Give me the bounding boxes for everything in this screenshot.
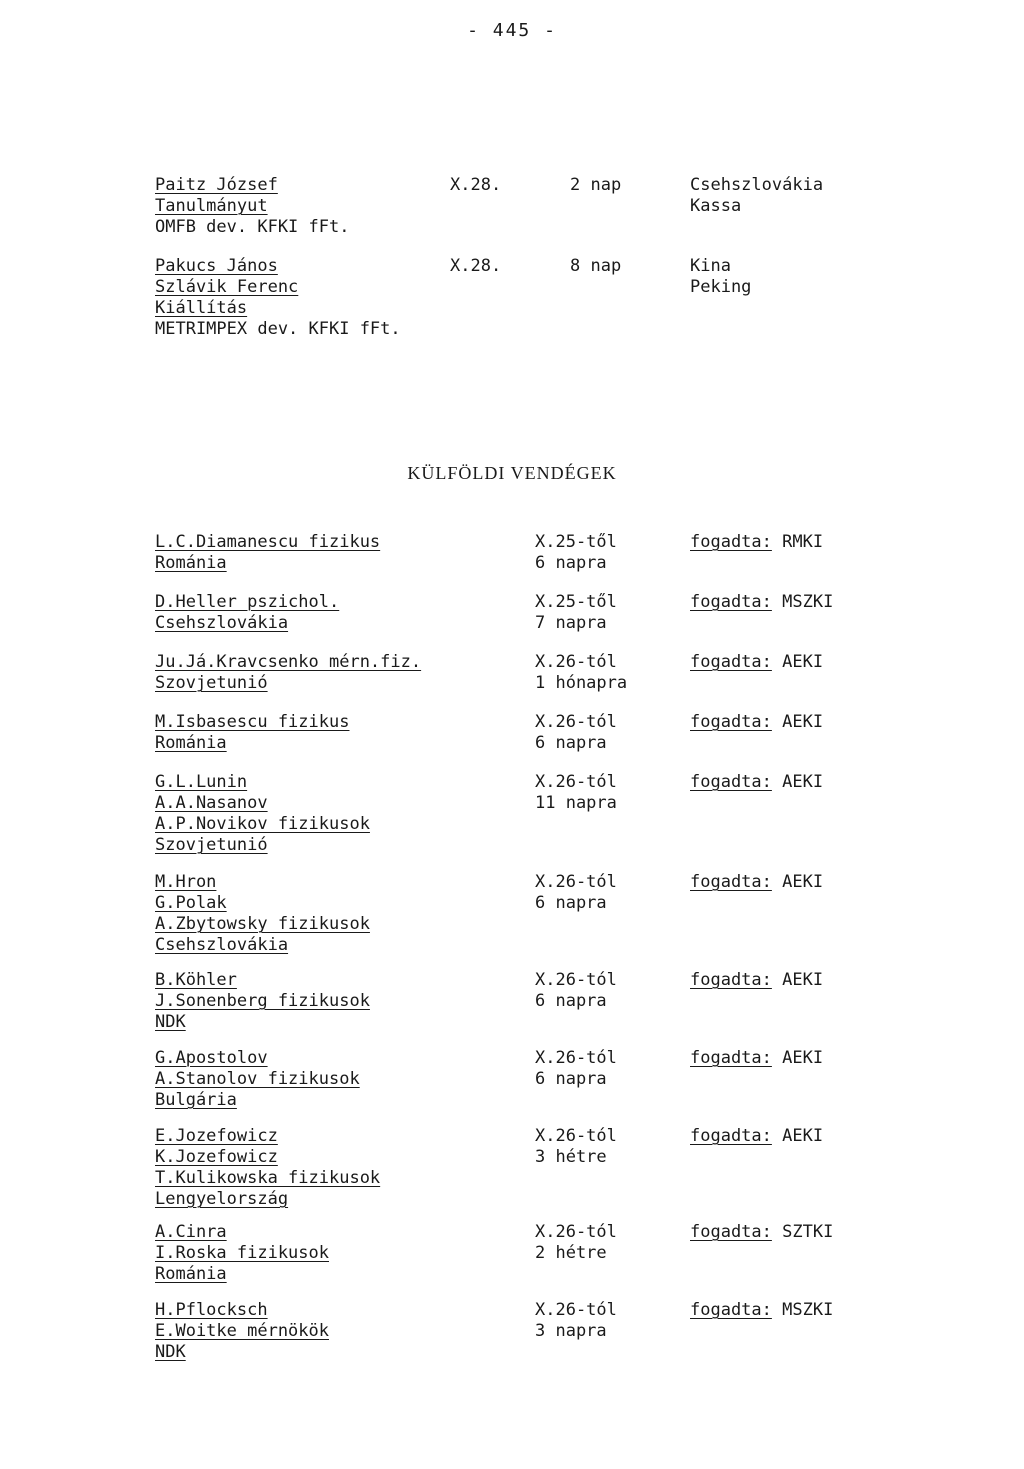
guest-line: Szovjetunió (155, 835, 268, 855)
guest-line: Csehszlovákia (155, 613, 289, 633)
guest-line: A.Cinra (155, 1222, 227, 1242)
guest-line: G.L.Lunin (155, 772, 248, 792)
travel-duration: 2 nap (570, 175, 622, 195)
guest-host: fogadta: MSZKI (690, 1300, 834, 1320)
page-number: - 445 - (467, 20, 557, 41)
guest-from: X.26-tól (535, 872, 617, 892)
guest-line: J.Sonenberg fizikusok (155, 991, 370, 1011)
guest-from: X.26-tól (535, 712, 617, 732)
guest-stay: 6 napra (535, 733, 607, 753)
guest-stay: 3 hétre (535, 1147, 607, 1167)
guest-stay: 6 napra (535, 1069, 607, 1089)
guest-line: M.Isbasescu fizikus (155, 712, 350, 732)
guest-line: B.Köhler (155, 970, 237, 990)
guest-from: X.26-tól (535, 772, 617, 792)
guest-host: fogadta: AEKI (690, 772, 824, 792)
guest-line: G.Polak (155, 893, 227, 913)
guest-line: Bulgária (155, 1090, 237, 1110)
guest-from: X.26-tól (535, 1222, 617, 1242)
travel-name-line: Kiállítás (155, 298, 248, 318)
guest-host: fogadta: AEKI (690, 872, 824, 892)
guest-stay: 1 hónapra (535, 673, 628, 693)
guest-line: E.Jozefowicz (155, 1126, 278, 1146)
travel-destination: Kina (690, 256, 731, 276)
travel-date: X.28. (450, 175, 502, 195)
guest-from: X.26-tól (535, 1048, 617, 1068)
section-title: KÜLFÖLDI VENDÉGEK (407, 463, 617, 483)
guest-host: fogadta: MSZKI (690, 592, 834, 612)
guest-line: H.Pflocksch (155, 1300, 268, 1320)
guest-stay: 6 napra (535, 553, 607, 573)
guest-line: D.Heller pszichol. (155, 592, 340, 612)
guest-line: NDK (155, 1342, 186, 1362)
guest-host: fogadta: AEKI (690, 712, 824, 732)
guest-line: Románia (155, 733, 227, 753)
guest-line: Románia (155, 1264, 227, 1284)
guest-line: A.Stanolov fizikusok (155, 1069, 360, 1089)
guest-stay: 6 napra (535, 893, 607, 913)
travel-name-line: OMFB dev. KFKI fFt. (155, 217, 350, 237)
guest-line: E.Woitke mérnökök (155, 1321, 329, 1341)
guest-from: X.26-tól (535, 1300, 617, 1320)
guest-line: Ju.Já.Kravcsenko mérn.fiz. (155, 652, 422, 672)
guest-line: A.A.Nasanov (155, 793, 268, 813)
guest-line: Csehszlovákia (155, 935, 289, 955)
guest-line: M.Hron (155, 872, 217, 892)
guest-from: X.26-tól (535, 652, 617, 672)
guest-stay: 6 napra (535, 991, 607, 1011)
guest-host: fogadta: AEKI (690, 652, 824, 672)
guest-line: K.Jozefowicz (155, 1147, 278, 1167)
travel-name-line: Tanulmányut (155, 196, 268, 216)
travel-destination: Csehszlovákia (690, 175, 824, 195)
guest-host: fogadta: AEKI (690, 970, 824, 990)
travel-destination: Kassa (690, 196, 742, 216)
guest-stay: 2 hétre (535, 1243, 607, 1263)
guest-host: fogadta: SZTKI (690, 1222, 834, 1242)
guest-stay: 7 napra (535, 613, 607, 633)
travel-name-line: Pakucs János (155, 256, 278, 276)
guest-line: I.Roska fizikusok (155, 1243, 329, 1263)
guest-stay: 11 napra (535, 793, 617, 813)
travel-name-line: Paitz József (155, 175, 278, 195)
guest-line: Szovjetunió (155, 673, 268, 693)
guest-host: fogadta: AEKI (690, 1126, 824, 1146)
guest-line: Lengyelország (155, 1189, 289, 1209)
guest-from: X.25-től (535, 532, 617, 552)
guest-line: A.P.Novikov fizikusok (155, 814, 370, 834)
travel-name-line: METRIMPEX dev. KFKI fFt. (155, 319, 401, 339)
guest-host: fogadta: RMKI (690, 532, 824, 552)
travel-destination: Peking (690, 277, 752, 297)
guest-from: X.26-tól (535, 970, 617, 990)
travel-date: X.28. (450, 256, 502, 276)
guest-line: NDK (155, 1012, 186, 1032)
guest-line: Románia (155, 553, 227, 573)
guest-line: T.Kulikowska fizikusok (155, 1168, 381, 1188)
guest-from: X.25-től (535, 592, 617, 612)
guest-line: L.C.Diamanescu fizikus (155, 532, 381, 552)
guest-line: A.Zbytowsky fizikusok (155, 914, 370, 934)
guest-from: X.26-tól (535, 1126, 617, 1146)
guest-stay: 3 napra (535, 1321, 607, 1341)
guest-host: fogadta: AEKI (690, 1048, 824, 1068)
guest-line: G.Apostolov (155, 1048, 268, 1068)
travel-duration: 8 nap (570, 256, 622, 276)
travel-name-line: Szlávik Ferenc (155, 277, 299, 297)
